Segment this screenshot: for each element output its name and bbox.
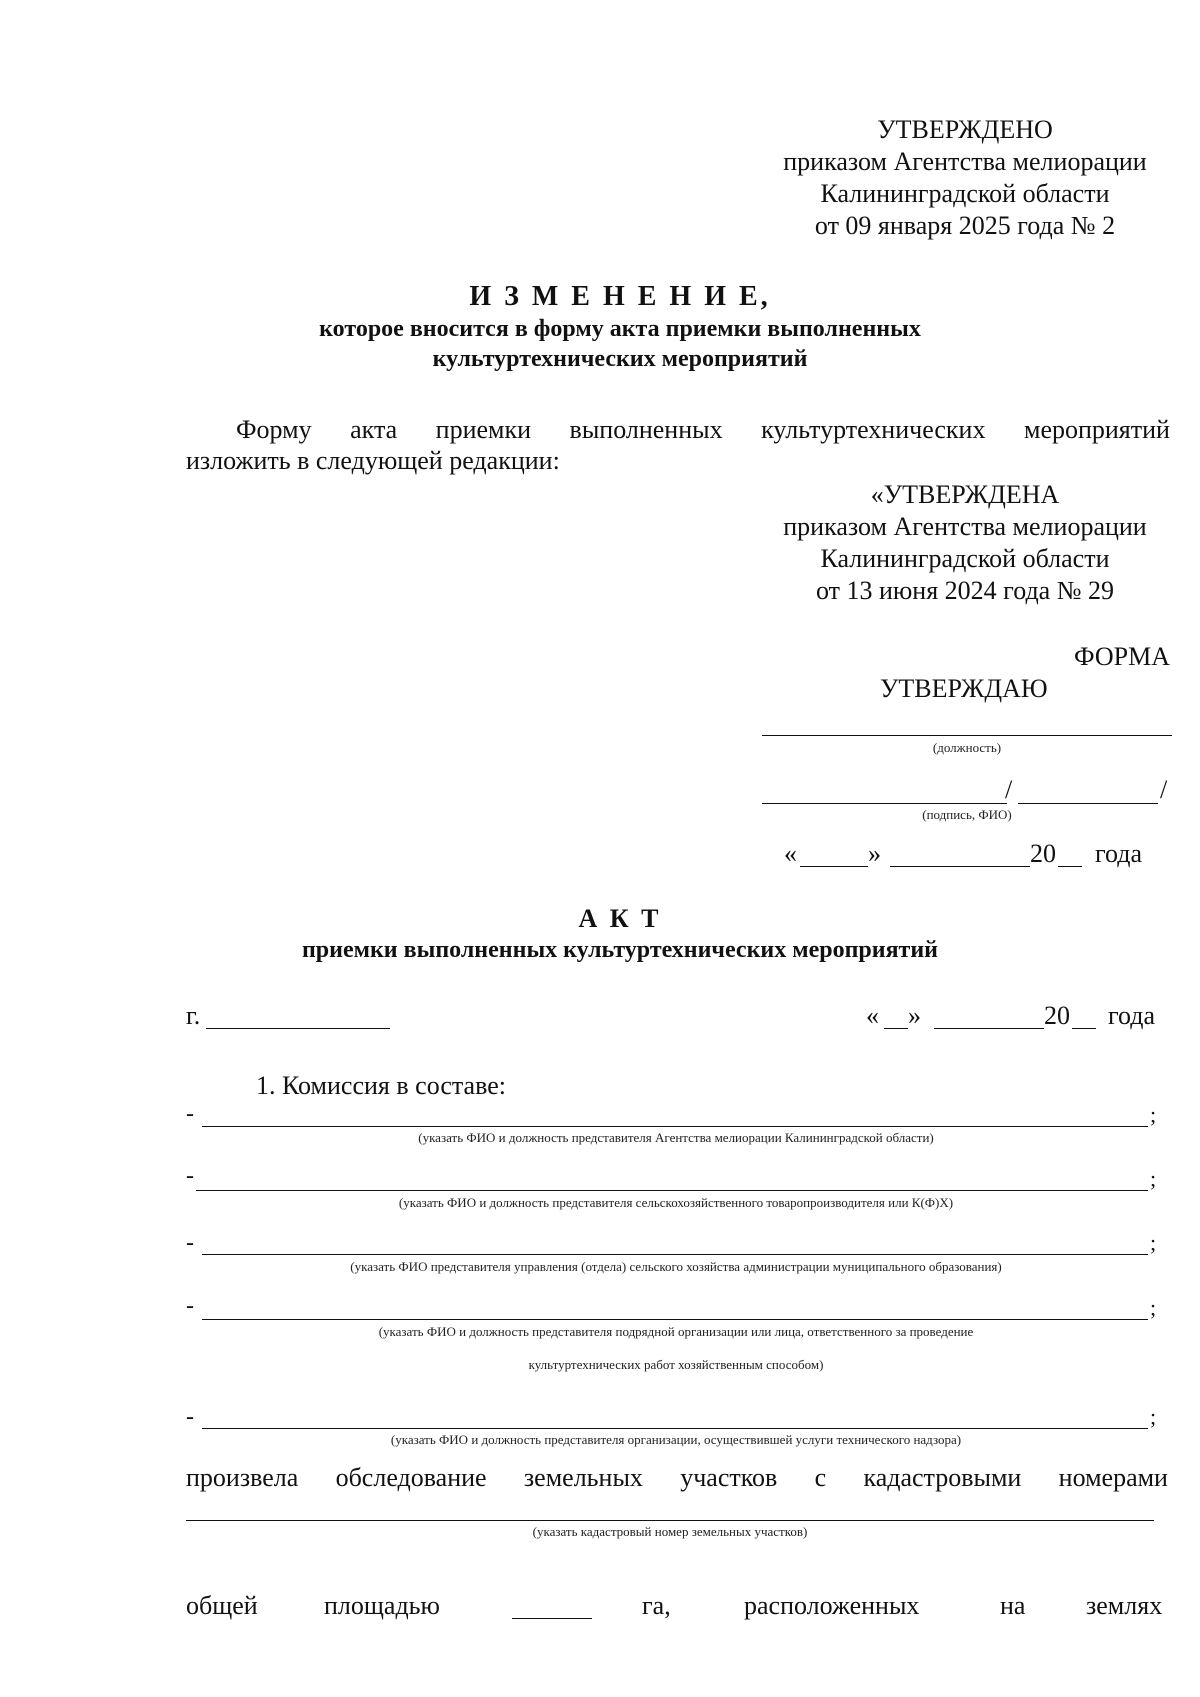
intro-word: выполненных [569,415,723,444]
member-1-semicolon: ; [1150,1102,1157,1127]
change-subheading-1: которое вносится в форму акта приемки выполненных [319,316,921,342]
member-2-dash: - [186,1163,194,1189]
member-5-caption: (указать ФИО и должность представителя организации, осуществившей услуги технического надзора) [390,1432,962,1447]
act-subheading: приемки выполненных культуртехнических мероприятий [301,937,939,963]
approval-header-line1: приказом Агентства мелиорации [783,147,1147,176]
member-2-line [196,1190,1148,1191]
survey-word: обследование [335,1463,487,1492]
approve-date-open: « [784,839,797,868]
area-word-located: расположенных [744,1591,920,1620]
position-line [762,735,1172,736]
act-date-open: « [866,1001,879,1030]
cadastral-line [186,1520,1154,1521]
intro-word: акта [350,415,398,444]
change-subheading-2: культуртехнических мероприятий [432,346,808,372]
intro-line-1 [236,414,1170,446]
member-3-semicolon: ; [1150,1230,1157,1255]
survey-word: участков [680,1463,778,1492]
survey-word: номерами [1058,1463,1168,1492]
approval-header-title: УТВЕРЖДЕНО [877,115,1053,144]
approve-date-day-line [800,866,868,867]
cadastral-caption: (указать кадастровый номер земельных участков) [532,1524,808,1539]
approval-header-line2: Калининградской области [820,179,1110,208]
act-heading: А К Т [578,904,662,933]
signature-line [762,803,1007,804]
member-3-dash: - [186,1230,194,1256]
member-4-line [202,1319,1148,1320]
member-3-caption: (указать ФИО представителя управления (отдела) сельского хозяйства администрации муниципального образования) [350,1259,1002,1274]
survey-word: кадастровыми [863,1463,1022,1492]
form-label: ФОРМА [1074,642,1170,671]
intro-word: приемки [435,415,532,444]
member-2-semicolon: ; [1150,1166,1157,1191]
intro-line-2: изложить в следующей редакции: [186,446,560,475]
intro-word: Форму [236,415,312,444]
signature-caption: (подпись, ФИО) [922,807,1012,822]
survey-word: произвела [186,1463,299,1492]
survey-line [186,1462,1168,1494]
act-date-year-line [1072,1028,1096,1029]
survey-word: с [814,1463,827,1492]
member-5-semicolon: ; [1150,1404,1157,1429]
area-unit: га, [642,1591,671,1620]
member-2-caption: (указать ФИО и должность представителя сельскохозяйственного товаропроизводителя или К(Ф)Х) [398,1195,954,1210]
approved-form-line1: приказом Агентства мелиорации [783,512,1147,541]
area-word-on: на [1000,1591,1026,1620]
approve-title: УТВЕРЖДАЮ [880,674,1048,703]
member-4-caption-2: культуртехнических работ хозяйственным способом) [528,1357,824,1372]
position-caption: (должность) [932,740,1002,755]
member-4-semicolon: ; [1150,1295,1157,1320]
member-4-dash: - [186,1293,194,1319]
area-word-lands: землях [1086,1591,1163,1620]
change-heading: И З М Е Н Е Н И Е, [469,281,771,312]
approve-date-year-line [1058,866,1082,867]
approval-header [760,114,1170,242]
member-1-caption: (указать ФИО и должность представителя Агентства мелиорации Калининградской области) [418,1130,934,1145]
intro-word: культуртехнических [761,415,986,444]
signature-slash-1: / [1005,775,1013,804]
act-date-year: 20 [1044,1001,1070,1030]
city-line [206,1028,390,1029]
act-date-month-line [934,1028,1044,1029]
act-date-suffix: года [1108,1001,1156,1030]
approved-form-line3: от 13 июня 2024 года № 29 [815,576,1115,605]
area-word-2: площадью [324,1591,440,1620]
approved-form-line2: Калининградской области [820,544,1110,573]
approve-date-month-line [890,866,1030,867]
approved-form-title: «УТВЕРЖДЕНА [870,480,1060,509]
commission-intro: 1. Комиссия в составе: [256,1071,506,1100]
member-3-line [202,1254,1148,1255]
approved-form-block [760,479,1170,607]
area-word-1: общей [186,1591,258,1620]
city-prefix: г. [186,1001,201,1030]
act-date-close: » [908,1001,921,1030]
member-4-caption: (указать ФИО и должность представителя подрядной организации или лица, ответственного за проведение [378,1324,974,1339]
change-title [190,280,1050,374]
member-5-line [202,1428,1148,1429]
act-title [190,903,1050,965]
member-5-dash: - [186,1404,194,1430]
act-date-day-line [884,1028,908,1029]
signature-slash-2: / [1160,775,1168,804]
approve-date-close: » [868,839,881,868]
member-1-dash: - [186,1101,194,1127]
fio-line [1018,803,1158,804]
area-value-line [512,1618,592,1619]
approve-date-suffix: года [1095,839,1143,868]
intro-word: мероприятий [1023,415,1170,444]
approve-date-year: 20 [1030,839,1056,868]
approval-header-line3: от 09 января 2025 года № 2 [814,211,1116,240]
survey-word: земельных [523,1463,643,1492]
member-1-line [202,1126,1148,1127]
